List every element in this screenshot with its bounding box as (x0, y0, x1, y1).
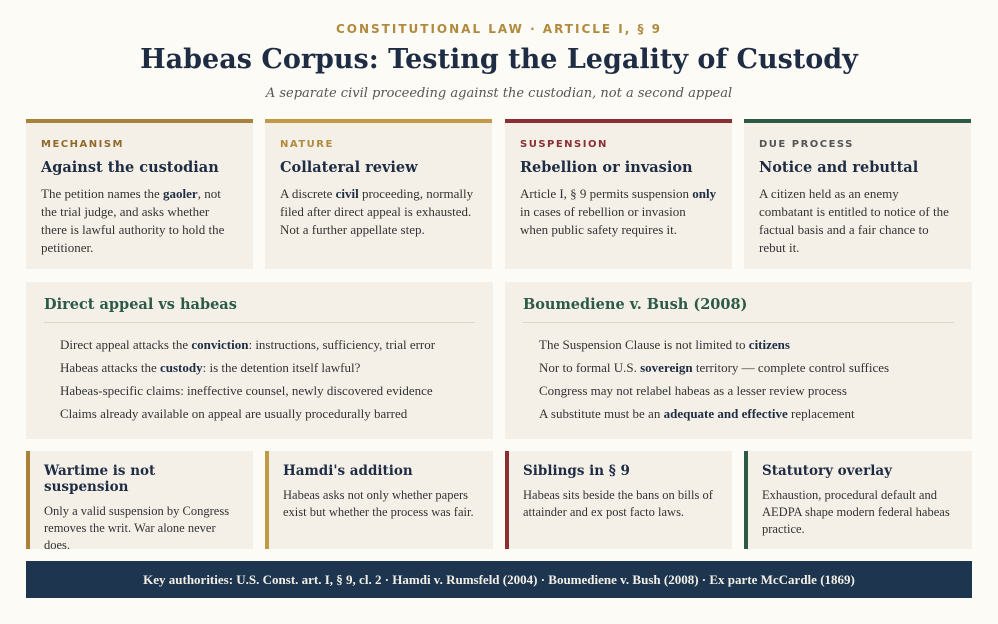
list-item: Claims already available on appeal are usually procedurally barred (60, 406, 408, 421)
note-statutory (744, 451, 972, 549)
list-item: Direct appeal attacks the conviction: instructions, sufficiency, trial error (60, 337, 436, 352)
card-nature (265, 119, 492, 269)
list-item: Habeas-specific claims: ineffective counsel, newly discovered evidence (60, 383, 433, 398)
note-body: Only a valid suspension by Congress removes the writ. War alone never does. (44, 504, 230, 552)
card-label: SUSPENSION (520, 139, 608, 150)
card-heading: Against the custodian (41, 159, 219, 176)
key-authorities-footer: Key authorities: U.S. Const. art. I, § 9, cl. 2 · Hamdi v. Rumsfeld (2004) · Boumediene v. Bush (2008) · Ex parte McCardle (1869) (26, 561, 972, 598)
note-heading: Statutory overlay (762, 463, 892, 479)
card-label: DUE PROCESS (759, 139, 854, 150)
card-body: A citizen held as an enemy combatant is entitled to notice of the factual basis and a fair chance to rebut it. (759, 186, 949, 255)
emphasis: citizens (748, 337, 790, 352)
list-item: The Suspension Clause is not limited to citizens (539, 337, 790, 352)
eyebrow: CONSTITUTIONAL LAW · ARTICLE I, § 9 (335, 22, 663, 36)
emphasis: adequate and effective (663, 406, 788, 421)
card-due-process (744, 119, 971, 269)
panel-list (523, 333, 954, 425)
panel-list (44, 333, 475, 425)
card-body: A discrete civil proceeding, normally filed after direct appeal is exhausted. Not a further appellate step. (280, 186, 474, 237)
list-item: Nor to formal U.S. sovereign territory — complete control suffices (539, 360, 890, 375)
card-heading: Rebellion or invasion (520, 159, 693, 176)
note-body: Habeas sits beside the bans on bills of attainder and ex post facto laws. (523, 488, 713, 519)
card-heading: Notice and rebuttal (759, 159, 919, 176)
card-heading: Collateral review (280, 159, 418, 176)
note-hamdi (265, 451, 493, 549)
page-subtitle: A separate civil proceeding against the custodian, not a second appeal (265, 86, 733, 101)
note-wartime (26, 451, 253, 552)
emphasis: custody (159, 360, 203, 375)
emphasis: gaoler (163, 186, 198, 201)
card-suspension (505, 119, 732, 269)
card-body: Article I, § 9 permits suspension only in cases of rebellion or invasion when public safety requires it. (520, 186, 717, 237)
emphasis: only (692, 186, 717, 201)
card-label: NATURE (280, 139, 334, 150)
panel-direct-appeal-vs-habeas (26, 282, 493, 439)
note-heading: Hamdi's addition (283, 463, 413, 479)
emphasis: civil (335, 186, 359, 201)
panel-heading: Boumediene v. Bush (2008) (523, 296, 954, 323)
panel-boumediene (505, 282, 972, 439)
card-body: The petition names the gaoler, not the trial judge, and asks whether there is lawful authority to hold the petitioner. (41, 186, 225, 255)
page-title: Habeas Corpus: Testing the Legality of Custody (140, 44, 858, 75)
note-siblings (505, 451, 732, 549)
note-body: Habeas asks not only whether papers exist but whether the process was fair. (283, 488, 474, 519)
card-mechanism (26, 119, 253, 269)
note-body: Exhaustion, procedural default and AEDPA shape modern federal habeas practice. (762, 488, 950, 536)
list-item: Congress may not relabel habeas as a lesser review process (539, 383, 847, 398)
note-heading: Siblings in § 9 (523, 463, 630, 479)
emphasis: sovereign (640, 360, 693, 375)
card-label: MECHANISM (41, 139, 124, 150)
list-item: Habeas attacks the custody: is the detention itself lawful? (60, 360, 361, 375)
panel-heading: Direct appeal vs habeas (44, 296, 475, 323)
emphasis: conviction (191, 337, 249, 352)
note-heading: Wartime is not suspension (44, 463, 156, 495)
list-item: A substitute must be an adequate and effective replacement (539, 406, 855, 421)
